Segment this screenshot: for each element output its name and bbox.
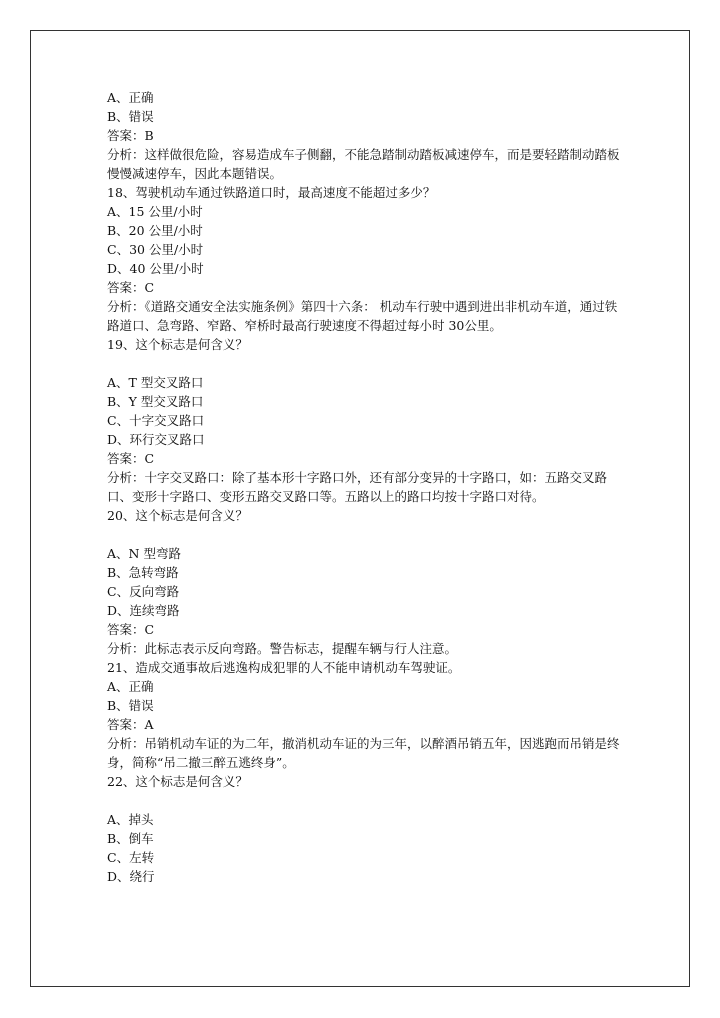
text-line: C、30 公里/小时 bbox=[107, 242, 204, 257]
text-line: A、15 公里/小时 bbox=[107, 204, 203, 219]
text-line: A、正确 bbox=[107, 679, 154, 694]
text-line: A、T 型交叉路口 bbox=[107, 375, 204, 390]
text-paragraph: 分析：《道路交通安全法实施条例》第四十六条： 机动车行驶中遇到进出非机动车道，通过铁路道口、急弯路、窄路、窄桥时最高行驶速度不得超过每小时 30公里。 bbox=[107, 299, 618, 333]
text-line: 答案：A bbox=[107, 717, 154, 732]
text-line: B、错误 bbox=[107, 109, 154, 124]
text-line: D、40 公里/小时 bbox=[107, 261, 204, 276]
text-line: B、Y 型交叉路口 bbox=[107, 394, 204, 409]
blank-line bbox=[107, 354, 627, 373]
text-line: 19、这个标志是何含义？ bbox=[107, 337, 248, 352]
text-line: 18、驾驶机动车通过铁路道口时，最高速度不能超过多少？ bbox=[107, 185, 436, 200]
text-line: 答案：B bbox=[107, 128, 154, 143]
text-line: D、绕行 bbox=[107, 869, 155, 884]
text-line: B、错误 bbox=[107, 698, 154, 713]
text-line: C、十字交叉路口 bbox=[107, 413, 205, 428]
text-line: A、掉头 bbox=[107, 812, 154, 827]
text-line: B、倒车 bbox=[107, 831, 154, 846]
text-line: C、反向弯路 bbox=[107, 584, 180, 599]
text-line: 答案：C bbox=[107, 280, 155, 295]
blank-line bbox=[107, 525, 627, 544]
text-line: 22、这个标志是何含义？ bbox=[107, 774, 248, 789]
blank-line bbox=[107, 791, 627, 810]
text-line: 20、这个标志是何含义？ bbox=[107, 508, 248, 523]
text-line: C、左转 bbox=[107, 850, 155, 865]
text-paragraph: 分析：这样做很危险，容易造成车子侧翻，不能急踏制动踏板减速停车，而是要轻踏制动踏板慢慢减速停车，因此本题错误。 bbox=[107, 147, 620, 181]
text-line: 答案：C bbox=[107, 451, 155, 466]
text-line: 分析：此标志表示反向弯路。警告标志，提醒车辆与行人注意。 bbox=[107, 641, 458, 656]
text-line: D、连续弯路 bbox=[107, 603, 180, 618]
text-paragraph: 分析：吊销机动车证的为二年，撤消机动车证的为三年，以醉酒吊销五年，因逃跑而吊销是终身，简称“吊二撤三醉五逃终身”。 bbox=[107, 736, 620, 770]
text-line: A、N 型弯路 bbox=[107, 546, 181, 561]
text-line: D、环行交叉路口 bbox=[107, 432, 205, 447]
document-content bbox=[107, 88, 627, 886]
text-line: 21、造成交通事故后逃逸构成犯罪的人不能申请机动车驾驶证。 bbox=[107, 660, 461, 675]
text-line: B、急转弯路 bbox=[107, 565, 179, 580]
text-line: 答案：C bbox=[107, 622, 155, 637]
text-line: B、20 公里/小时 bbox=[107, 223, 203, 238]
text-paragraph: 分析：十字交叉路口：除了基本形十字路口外，还有部分变异的十字路口，如：五路交叉路口、变形十字路口、变形五路交叉路口等。五路以上的路口均按十字路口对待。 bbox=[107, 470, 608, 504]
text-line: A、正确 bbox=[107, 90, 154, 105]
